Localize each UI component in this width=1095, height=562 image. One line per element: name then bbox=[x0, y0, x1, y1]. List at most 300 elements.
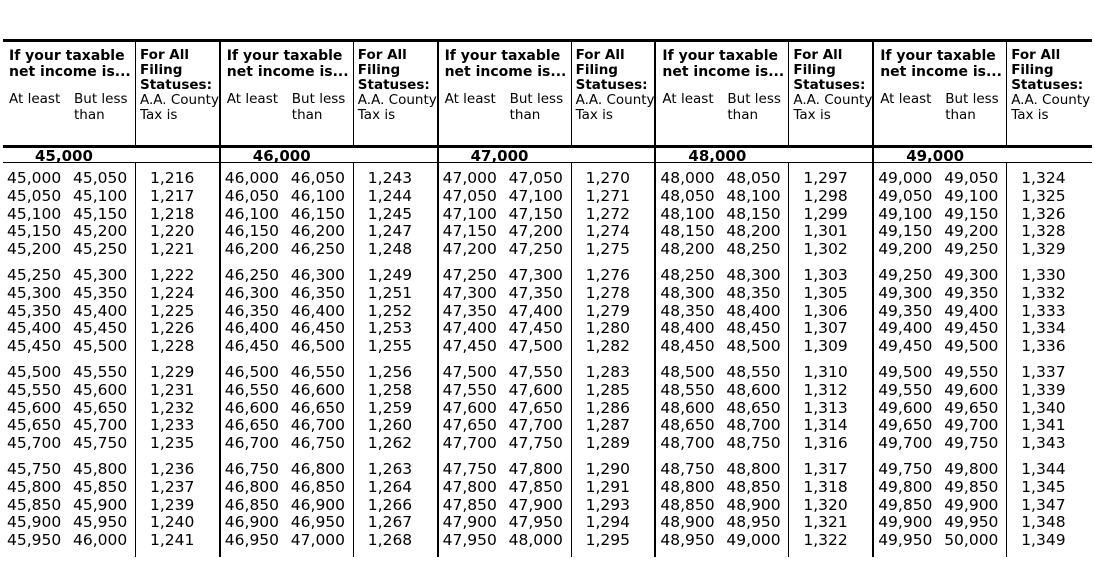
at-least-value: 46,100 bbox=[224, 204, 280, 223]
at-least-value: 45,550 bbox=[7, 380, 62, 399]
but-less-than-value: 48,950 bbox=[726, 513, 781, 532]
tax-value: 1,307 bbox=[803, 319, 848, 338]
tax-value: 1,312 bbox=[803, 380, 848, 399]
at-least-value: 45,000 bbox=[7, 169, 62, 187]
at-least-value: 47,450 bbox=[442, 337, 497, 356]
table-row bbox=[874, 435, 1092, 453]
but-less-than-value: 47,700 bbox=[508, 416, 563, 435]
tax-value: 1,320 bbox=[803, 495, 848, 514]
income-heading: If your taxable net income is... bbox=[880, 48, 1002, 80]
at-least-value: 47,150 bbox=[442, 222, 497, 241]
table-row bbox=[874, 320, 1092, 338]
but-less-than-value: 49,150 bbox=[944, 204, 999, 223]
at-least-value: 45,200 bbox=[7, 240, 62, 259]
table-row bbox=[439, 532, 655, 550]
but-less-than-value: 48,100 bbox=[726, 186, 781, 205]
divider bbox=[571, 42, 572, 145]
row-group bbox=[439, 364, 655, 453]
at-least-value: 45,350 bbox=[7, 301, 62, 320]
at-least-value: 47,700 bbox=[442, 434, 497, 453]
but-less-than-value: 49,650 bbox=[944, 398, 999, 417]
table-row bbox=[3, 320, 219, 338]
table-row bbox=[874, 514, 1092, 532]
but-less-than-value: 49,850 bbox=[944, 477, 999, 496]
but-less-than-value: 46,150 bbox=[290, 204, 346, 223]
but-less-than-value: 47,450 bbox=[508, 319, 563, 338]
table-row bbox=[874, 417, 1092, 435]
tax-value: 1,231 bbox=[150, 380, 195, 399]
tax-value: 1,340 bbox=[1021, 398, 1066, 417]
table-row bbox=[221, 400, 437, 418]
at-least-value: 45,700 bbox=[7, 434, 62, 453]
at-least-value: 48,350 bbox=[660, 301, 715, 320]
but-less-than-value: 50,000 bbox=[944, 531, 999, 550]
band-label: 47,000 bbox=[470, 147, 529, 165]
but-less-than-value: 45,250 bbox=[73, 240, 128, 259]
at-least-value: 47,350 bbox=[442, 301, 497, 320]
row-group bbox=[874, 364, 1092, 453]
tax-value: 1,239 bbox=[150, 495, 195, 514]
income-heading: If your taxable net income is... bbox=[226, 48, 349, 80]
table-row bbox=[439, 223, 655, 241]
tax-value: 1,233 bbox=[150, 416, 195, 435]
but-less-than-value: 47,550 bbox=[508, 362, 563, 381]
tax-value: 1,313 bbox=[803, 398, 848, 417]
but-less-than-value: 46,550 bbox=[290, 362, 346, 381]
at-least-value: 48,200 bbox=[660, 240, 715, 259]
at-least-value: 47,800 bbox=[442, 477, 497, 496]
table-row bbox=[439, 188, 655, 206]
but-less-than-value: 45,650 bbox=[73, 398, 128, 417]
at-least-value: 48,000 bbox=[660, 169, 715, 187]
at-least-value: 49,000 bbox=[878, 169, 933, 187]
at-least-value: 45,100 bbox=[7, 204, 62, 223]
row-group bbox=[221, 461, 437, 550]
table-row bbox=[874, 206, 1092, 224]
at-least-value: 46,500 bbox=[224, 362, 280, 381]
tax-value: 1,289 bbox=[585, 434, 630, 453]
table-row bbox=[3, 461, 219, 479]
tax-value: 1,217 bbox=[150, 186, 195, 205]
tax-table bbox=[3, 39, 1092, 557]
filing-status-heading: For All Filing Statuses: bbox=[1011, 47, 1084, 93]
but-less-than-value: 45,550 bbox=[73, 362, 128, 381]
table-row bbox=[221, 303, 437, 321]
but-less-than-value: 48,050 bbox=[726, 169, 781, 187]
at-least-value: 46,800 bbox=[224, 477, 280, 496]
but-less-than-value: 46,900 bbox=[290, 495, 346, 514]
at-least-value: 47,500 bbox=[442, 362, 497, 381]
but-less-than-value: 46,250 bbox=[290, 240, 346, 259]
table-row bbox=[3, 364, 219, 382]
table-row bbox=[439, 320, 655, 338]
but-less-than-value: 45,950 bbox=[73, 513, 128, 532]
table-row bbox=[3, 206, 219, 224]
table-row bbox=[3, 417, 219, 435]
at-least-value: 48,850 bbox=[660, 495, 715, 514]
table-row bbox=[656, 382, 872, 400]
at-least-value: 49,800 bbox=[878, 477, 933, 496]
table-row bbox=[439, 267, 655, 285]
tax-value: 1,343 bbox=[1021, 434, 1066, 453]
but-less-than-value: 48,250 bbox=[726, 240, 781, 259]
row-group bbox=[656, 461, 872, 550]
table-row bbox=[656, 170, 872, 188]
table-row bbox=[221, 532, 437, 550]
band-label: 48,000 bbox=[688, 147, 747, 165]
table-row bbox=[439, 479, 655, 497]
table-row bbox=[439, 241, 655, 259]
tax-value: 1,310 bbox=[803, 362, 848, 381]
table-row bbox=[221, 435, 437, 453]
table-row bbox=[439, 417, 655, 435]
tax-value: 1,222 bbox=[150, 265, 195, 284]
tax-value: 1,218 bbox=[150, 204, 195, 223]
tax-value: 1,334 bbox=[1021, 319, 1066, 338]
table-row bbox=[221, 479, 437, 497]
at-least-value: 49,200 bbox=[878, 240, 933, 259]
but-less-than-value: 45,200 bbox=[73, 222, 128, 241]
at-least-value: 49,400 bbox=[878, 319, 933, 338]
at-least-value: 45,600 bbox=[7, 398, 62, 417]
tax-value: 1,241 bbox=[150, 531, 195, 550]
tax-value: 1,266 bbox=[367, 495, 413, 514]
but-less-than-value: 49,000 bbox=[726, 531, 781, 550]
table-row bbox=[221, 267, 437, 285]
at-least-value: 47,400 bbox=[442, 319, 497, 338]
at-least-value: 49,050 bbox=[878, 186, 933, 205]
table-row bbox=[3, 188, 219, 206]
tax-value: 1,276 bbox=[585, 265, 630, 284]
but-less-than-value: 48,900 bbox=[726, 495, 781, 514]
at-least-value: 49,550 bbox=[878, 380, 933, 399]
tax-value: 1,349 bbox=[1021, 531, 1066, 550]
table-row bbox=[439, 338, 655, 356]
but-less-than-value: 49,350 bbox=[944, 283, 999, 302]
tax-value: 1,243 bbox=[367, 169, 413, 187]
table-row bbox=[439, 461, 655, 479]
table-row bbox=[3, 497, 219, 515]
tax-value: 1,295 bbox=[585, 531, 630, 550]
tax-value: 1,268 bbox=[367, 531, 413, 550]
tax-value: 1,216 bbox=[150, 169, 195, 187]
row-group bbox=[221, 267, 437, 356]
tax-value: 1,330 bbox=[1021, 265, 1066, 284]
table-row bbox=[3, 267, 219, 285]
row-group bbox=[874, 267, 1092, 356]
but-less-than-value: 45,050 bbox=[73, 169, 128, 187]
table-row bbox=[656, 417, 872, 435]
table-row bbox=[3, 338, 219, 356]
tax-value: 1,332 bbox=[1021, 283, 1066, 302]
table-row bbox=[439, 170, 655, 188]
at-least-value: 48,800 bbox=[660, 477, 715, 496]
tax-value: 1,280 bbox=[585, 319, 630, 338]
table-row bbox=[656, 206, 872, 224]
table-row bbox=[656, 479, 872, 497]
but-less-than-value: 47,750 bbox=[508, 434, 563, 453]
but-less-than-value: 49,600 bbox=[944, 380, 999, 399]
but-less-than-value: 45,350 bbox=[73, 283, 128, 302]
at-least-value: 49,250 bbox=[878, 265, 933, 284]
but-less-than-value: 45,100 bbox=[73, 186, 128, 205]
at-least-value: 48,750 bbox=[660, 459, 715, 478]
column-header bbox=[656, 42, 872, 145]
county-tax-label: A.A. County Tax is bbox=[140, 92, 219, 123]
table-row bbox=[874, 364, 1092, 382]
tax-value: 1,325 bbox=[1021, 186, 1066, 205]
table-row bbox=[656, 435, 872, 453]
table-column-1 bbox=[221, 42, 439, 557]
row-group bbox=[3, 267, 219, 356]
table-row bbox=[656, 241, 872, 259]
but-less-than-value: 49,750 bbox=[944, 434, 999, 453]
tax-value: 1,270 bbox=[585, 169, 630, 187]
table-row bbox=[874, 382, 1092, 400]
but-less-than-value: 48,450 bbox=[726, 319, 781, 338]
tax-value: 1,299 bbox=[803, 204, 848, 223]
table-row bbox=[656, 514, 872, 532]
table-column-4 bbox=[874, 42, 1092, 557]
tax-value: 1,237 bbox=[150, 477, 195, 496]
but-less-than-label: But less than bbox=[945, 91, 999, 123]
table-row bbox=[874, 532, 1092, 550]
tax-value: 1,293 bbox=[585, 495, 630, 514]
but-less-than-value: 48,850 bbox=[726, 477, 781, 496]
tax-value: 1,326 bbox=[1021, 204, 1066, 223]
column-header bbox=[221, 42, 437, 145]
but-less-than-value: 45,400 bbox=[73, 301, 128, 320]
band-label: 45,000 bbox=[35, 147, 93, 165]
at-least-value: 47,850 bbox=[442, 495, 497, 514]
divider bbox=[353, 42, 354, 145]
at-least-value: 47,600 bbox=[442, 398, 497, 417]
but-less-than-value: 49,250 bbox=[944, 240, 999, 259]
tax-value: 1,306 bbox=[803, 301, 848, 320]
table-row bbox=[3, 514, 219, 532]
at-least-value: 46,000 bbox=[224, 169, 280, 187]
table-row bbox=[874, 241, 1092, 259]
but-less-than-value: 49,200 bbox=[944, 222, 999, 241]
but-less-than-value: 45,450 bbox=[73, 319, 128, 338]
table-row bbox=[221, 188, 437, 206]
tax-value: 1,328 bbox=[1021, 222, 1066, 241]
but-less-than-value: 45,300 bbox=[73, 265, 128, 284]
tax-value: 1,229 bbox=[150, 362, 195, 381]
tax-value: 1,220 bbox=[150, 222, 195, 241]
column-header bbox=[439, 42, 655, 145]
table-row bbox=[656, 267, 872, 285]
but-less-than-value: 47,200 bbox=[508, 222, 563, 241]
at-least-value: 48,400 bbox=[660, 319, 715, 338]
row-group bbox=[221, 364, 437, 453]
at-least-value: 49,100 bbox=[878, 204, 933, 223]
at-least-value: 46,300 bbox=[224, 283, 280, 302]
row-group bbox=[656, 170, 872, 259]
at-least-value: 49,650 bbox=[878, 416, 933, 435]
at-least-value: 49,950 bbox=[878, 531, 933, 550]
tax-value: 1,324 bbox=[1021, 169, 1066, 187]
tax-value: 1,309 bbox=[803, 337, 848, 356]
row-groups bbox=[221, 170, 437, 558]
income-band bbox=[656, 145, 872, 163]
tax-value: 1,347 bbox=[1021, 495, 1066, 514]
tax-value: 1,262 bbox=[367, 434, 413, 453]
tax-value: 1,226 bbox=[150, 319, 195, 338]
at-least-value: 45,400 bbox=[7, 319, 62, 338]
tax-value: 1,321 bbox=[803, 513, 848, 532]
tax-value: 1,317 bbox=[803, 459, 848, 478]
tax-value: 1,240 bbox=[150, 513, 195, 532]
table-row bbox=[3, 241, 219, 259]
table-row bbox=[3, 285, 219, 303]
but-less-than-value: 45,500 bbox=[73, 337, 128, 356]
but-less-than-value: 49,450 bbox=[944, 319, 999, 338]
at-least-value: 47,250 bbox=[442, 265, 497, 284]
table-row bbox=[221, 223, 437, 241]
at-least-value: 48,100 bbox=[660, 204, 715, 223]
row-group bbox=[3, 170, 219, 259]
tax-value: 1,252 bbox=[367, 301, 413, 320]
at-least-value: 46,550 bbox=[224, 380, 280, 399]
tax-value: 1,256 bbox=[367, 362, 413, 381]
tax-value: 1,275 bbox=[585, 240, 630, 259]
tax-value: 1,251 bbox=[367, 283, 413, 302]
but-less-than-value: 48,350 bbox=[726, 283, 781, 302]
filing-status-heading: For All Filing Statuses: bbox=[140, 47, 212, 93]
table-row bbox=[439, 206, 655, 224]
at-least-value: 46,600 bbox=[224, 398, 280, 417]
but-less-than-value: 47,800 bbox=[508, 459, 563, 478]
tax-value: 1,301 bbox=[803, 222, 848, 241]
tax-value: 1,283 bbox=[585, 362, 630, 381]
at-least-value: 49,350 bbox=[878, 301, 933, 320]
table-row bbox=[874, 223, 1092, 241]
tax-value: 1,286 bbox=[585, 398, 630, 417]
tax-value: 1,274 bbox=[585, 222, 630, 241]
at-least-value: 46,950 bbox=[224, 531, 280, 550]
at-least-value: 49,450 bbox=[878, 337, 933, 356]
table-row bbox=[3, 223, 219, 241]
tax-value: 1,271 bbox=[585, 186, 630, 205]
but-less-than-value: 49,100 bbox=[944, 186, 999, 205]
but-less-than-label: But less than bbox=[727, 91, 781, 123]
at-least-value: 47,200 bbox=[442, 240, 497, 259]
tax-value: 1,336 bbox=[1021, 337, 1066, 356]
tax-value: 1,247 bbox=[367, 222, 413, 241]
row-group bbox=[3, 364, 219, 453]
tax-value: 1,287 bbox=[585, 416, 630, 435]
at-least-value: 46,900 bbox=[224, 513, 280, 532]
table-row bbox=[439, 514, 655, 532]
but-less-than-value: 47,650 bbox=[508, 398, 563, 417]
at-least-value: 48,300 bbox=[660, 283, 715, 302]
income-band bbox=[439, 145, 655, 163]
at-least-label: At least bbox=[880, 91, 932, 107]
table-row bbox=[221, 514, 437, 532]
table-row bbox=[221, 417, 437, 435]
table-row bbox=[874, 497, 1092, 515]
table-row bbox=[874, 267, 1092, 285]
but-less-than-value: 47,900 bbox=[508, 495, 563, 514]
but-less-than-value: 45,150 bbox=[73, 204, 128, 223]
but-less-than-value: 46,300 bbox=[290, 265, 346, 284]
table-row bbox=[874, 188, 1092, 206]
at-least-value: 47,750 bbox=[442, 459, 497, 478]
table-row bbox=[3, 170, 219, 188]
row-group bbox=[439, 461, 655, 550]
income-band bbox=[3, 145, 219, 163]
but-less-than-value: 48,500 bbox=[726, 337, 781, 356]
at-least-value: 46,700 bbox=[224, 434, 280, 453]
table-row bbox=[221, 364, 437, 382]
but-less-than-value: 49,500 bbox=[944, 337, 999, 356]
at-least-value: 45,750 bbox=[7, 459, 62, 478]
at-least-value: 48,550 bbox=[660, 380, 715, 399]
tax-value: 1,228 bbox=[150, 337, 195, 356]
table-column-3 bbox=[656, 42, 874, 557]
but-less-than-value: 48,650 bbox=[726, 398, 781, 417]
at-least-value: 49,150 bbox=[878, 222, 933, 241]
but-less-than-value: 47,100 bbox=[508, 186, 563, 205]
table-row bbox=[221, 170, 437, 188]
at-least-value: 46,400 bbox=[224, 319, 280, 338]
but-less-than-value: 46,000 bbox=[73, 531, 128, 550]
tax-value: 1,224 bbox=[150, 283, 195, 302]
tax-value: 1,221 bbox=[150, 240, 195, 259]
row-groups bbox=[3, 170, 219, 558]
row-group bbox=[874, 170, 1092, 259]
but-less-than-label: But less than bbox=[509, 91, 564, 123]
table-row bbox=[439, 400, 655, 418]
tax-value: 1,267 bbox=[367, 513, 413, 532]
at-least-value: 47,900 bbox=[442, 513, 497, 532]
but-less-than-value: 48,000 bbox=[508, 531, 563, 550]
but-less-than-value: 48,150 bbox=[726, 204, 781, 223]
at-least-value: 49,900 bbox=[878, 513, 933, 532]
but-less-than-value: 46,800 bbox=[290, 459, 346, 478]
but-less-than-value: 45,600 bbox=[73, 380, 128, 399]
but-less-than-value: 49,550 bbox=[944, 362, 999, 381]
table-row bbox=[221, 461, 437, 479]
but-less-than-value: 47,150 bbox=[508, 204, 563, 223]
at-least-value: 47,650 bbox=[442, 416, 497, 435]
tax-value: 1,278 bbox=[585, 283, 630, 302]
tax-value: 1,245 bbox=[367, 204, 413, 223]
tax-value: 1,303 bbox=[803, 265, 848, 284]
tax-value: 1,255 bbox=[367, 337, 413, 356]
but-less-than-value: 46,100 bbox=[290, 186, 346, 205]
tax-value: 1,285 bbox=[585, 380, 630, 399]
table-row bbox=[3, 382, 219, 400]
but-less-than-value: 48,550 bbox=[726, 362, 781, 381]
table-column-0 bbox=[3, 42, 221, 557]
at-least-label: At least bbox=[9, 91, 61, 107]
band-label: 49,000 bbox=[906, 147, 965, 165]
tax-value: 1,244 bbox=[367, 186, 413, 205]
table-row bbox=[221, 285, 437, 303]
but-less-than-label: But less than bbox=[74, 91, 128, 123]
but-less-than-value: 46,950 bbox=[290, 513, 346, 532]
but-less-than-value: 48,200 bbox=[726, 222, 781, 241]
at-least-value: 46,150 bbox=[224, 222, 280, 241]
tax-value: 1,302 bbox=[803, 240, 848, 259]
table-row bbox=[656, 188, 872, 206]
at-least-value: 46,650 bbox=[224, 416, 280, 435]
at-least-value: 45,150 bbox=[7, 222, 62, 241]
at-least-value: 45,300 bbox=[7, 283, 62, 302]
tax-value: 1,329 bbox=[1021, 240, 1066, 259]
